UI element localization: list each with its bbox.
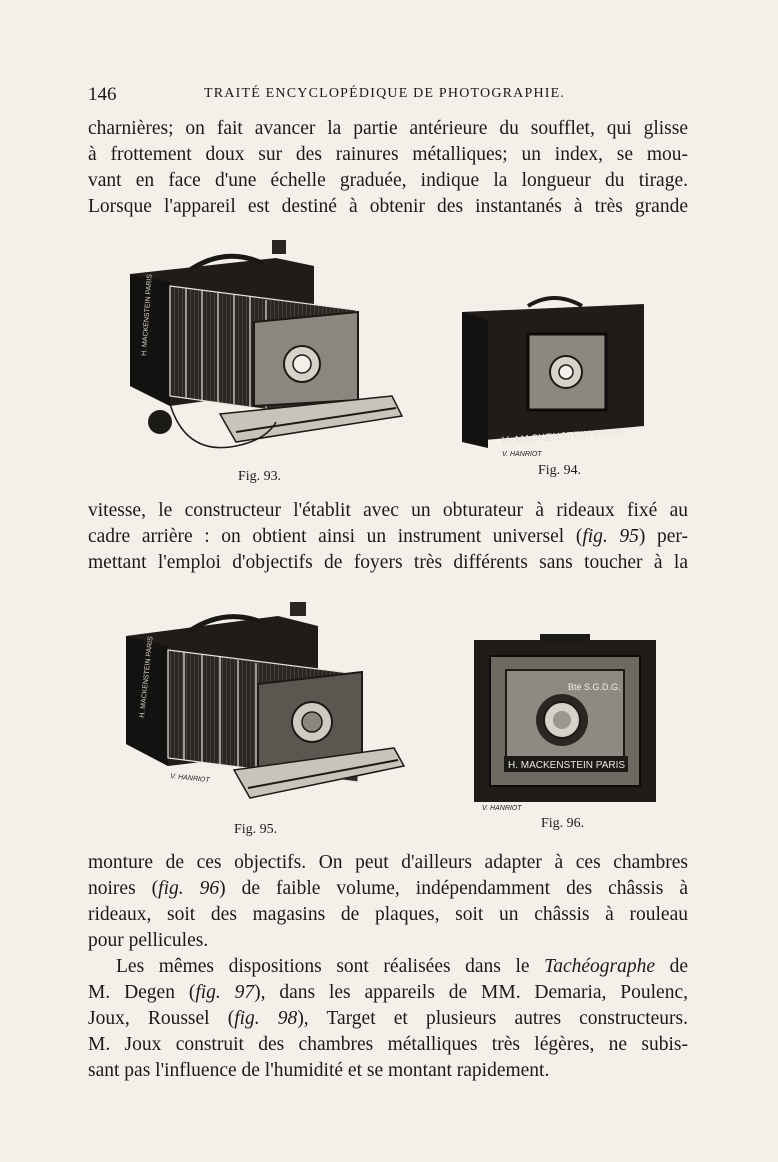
figure-96-compact-camera xyxy=(470,632,662,812)
text-segment: ), dans les appareils de MM. Demaria, Poulenc, xyxy=(254,982,688,1003)
fig-reference: fig. 98 xyxy=(234,1008,298,1029)
fig94-plate-text: H. MACKENSTEIN PARIS xyxy=(501,426,625,447)
text-line: monture de ces objectifs. On peut d'ailleurs adapter à ces chambres xyxy=(88,852,688,873)
fig-reference: fig. 95 xyxy=(582,526,639,547)
text-segment: M. Degen ( xyxy=(88,982,196,1003)
text-segment: Les mêmes dispositions sont réalisées dans le xyxy=(116,956,545,977)
text-line: M. Joux construit des chambres métalliques très légères, ne subis- xyxy=(88,1034,688,1055)
figure-93-camera-bellows xyxy=(126,236,406,464)
fig96-badge: Bté S.G.D.G. xyxy=(568,682,621,692)
fig-reference: fig. 96 xyxy=(158,878,220,899)
fig93-side-text: H. MACKENSTEIN PARIS xyxy=(141,273,154,357)
fig94-signature: V. HANRIOT xyxy=(502,451,542,458)
text-line: charnières; on fait avancer la partie antérieure du soufflet, qui glisse xyxy=(88,118,688,139)
text-line: vant en face d'une échelle graduée, indique la longueur du tirage. xyxy=(88,170,688,191)
text-segment: ) per- xyxy=(638,526,689,547)
caption-fig-94: Fig. 94. xyxy=(538,463,582,478)
text-line: mettant l'emploi d'objectifs de foyers très différents sans toucher à la xyxy=(88,552,688,573)
text-segment: Joux, Roussel ( xyxy=(88,1008,235,1029)
header-title: TRAITÉ ENCYCLOPÉDIQUE DE PHOTOGRAPHIE. xyxy=(204,86,566,101)
text-line: vitesse, le constructeur l'établit avec un obturateur à rideaux fixé au xyxy=(88,500,688,521)
running-head xyxy=(88,84,684,106)
text-segment: noires ( xyxy=(88,878,159,899)
text-line: sant pas l'influence de l'humidité et se montant rapidement. xyxy=(88,1060,550,1081)
paragraph-2 xyxy=(88,498,688,576)
text-segment: cadre arrière : on obtient ainsi un instrument universel ( xyxy=(88,526,583,547)
paragraph-1 xyxy=(88,116,688,220)
fig96-plate-text: H. MACKENSTEIN PARIS xyxy=(508,760,626,771)
text-segment: de xyxy=(655,956,688,977)
fig-reference: fig. 97 xyxy=(195,982,255,1003)
page-number: 146 xyxy=(88,84,117,105)
text-line xyxy=(88,954,688,980)
text-line xyxy=(88,876,688,902)
italic-term: Tachéographe xyxy=(544,956,655,977)
text-line xyxy=(88,980,688,1006)
text-line: Lorsque l'appareil est destiné à obtenir des instantanés à très grande xyxy=(88,196,688,217)
text-segment: ), Target et plusieurs autres constructeurs. xyxy=(297,1008,688,1029)
paragraph-4 xyxy=(88,954,688,1084)
caption-fig-93: Fig. 93. xyxy=(238,469,282,484)
paragraph-3 xyxy=(88,850,688,954)
text-line: pour pellicules. xyxy=(88,930,209,951)
caption-fig-95: Fig. 95. xyxy=(234,822,278,837)
text-line xyxy=(88,1006,688,1032)
figure-95-camera-shutter xyxy=(122,598,408,820)
text-line: à frottement doux sur des rainures métalliques; un index, se mou- xyxy=(88,144,688,165)
text-segment: ) de faible volume, indépendamment des châssis à xyxy=(219,878,688,899)
caption-fig-96: Fig. 96. xyxy=(541,816,585,831)
text-line: rideaux, soit des magasins de plaques, soit un châssis à rouleau xyxy=(88,904,688,925)
fig95-side-text: H. MACKENSTEIN PARIS xyxy=(139,635,155,719)
figure-94-box-camera xyxy=(458,292,650,458)
text-line xyxy=(88,524,688,550)
fig95-signature: V. HANRIOT xyxy=(169,773,210,785)
fig96-signature: V. HANRIOT xyxy=(482,805,522,812)
